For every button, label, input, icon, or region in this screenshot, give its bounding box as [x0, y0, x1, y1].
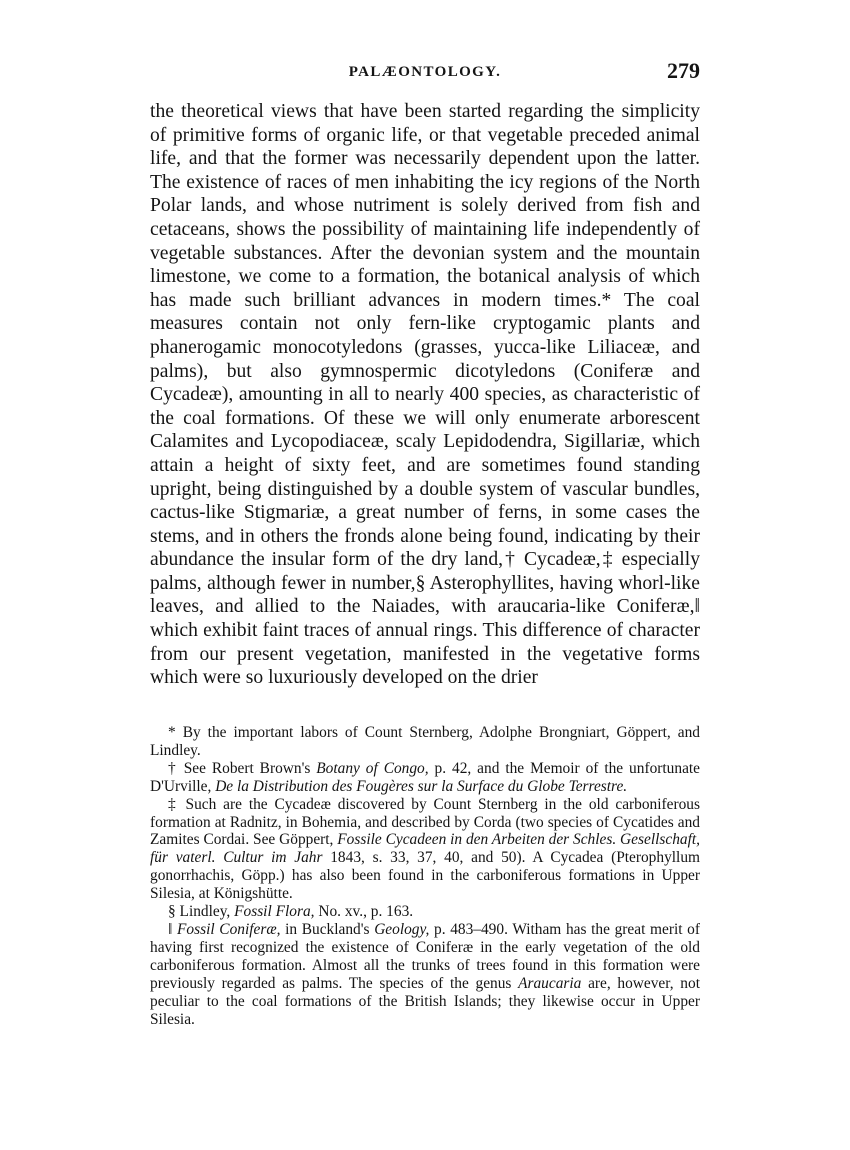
footnote-text: * By the important labors of Count Sternberg, Adolphe Brongniart, Göppert, and Lindley.: [150, 724, 700, 759]
footnote-italic-text: De la Distribution des Fougères sur la Surface du Globe Terrestre.: [215, 777, 628, 795]
footnote-text: § Lindley,: [168, 903, 235, 921]
footnote-italic-text: Araucaria: [518, 974, 582, 992]
footnote-text: p. 42, and the Memoir of the unfortunate D'Urville,: [150, 759, 701, 795]
running-head: PALÆONTOLOGY.: [348, 64, 502, 80]
footnote: [150, 903, 700, 921]
footnote-text: are, however, not peculiar to the coal formations of the British Islands; they likewise occur in Upper Silesia.: [150, 974, 700, 1028]
footnote-italic-text: Geology,: [374, 920, 430, 938]
footnotes: [150, 724, 700, 1028]
footnote: [150, 921, 700, 1028]
footnote-text: ‖: [168, 920, 177, 938]
page-number: 279: [667, 58, 700, 83]
footnote-text: in Buckland's: [280, 920, 375, 938]
footnote-italic-text: Botany of Congo,: [316, 759, 429, 777]
footnote-italic-text: Fossile Cycadeen in den Arbeiten der Schles. Gesellschaft, für vaterl. Cultur im Jahr: [150, 831, 700, 867]
footnote-italic-text: Fossil Flora,: [234, 903, 315, 921]
footnote-text: ‡ Such are the Cycadeæ discovered by Count Sternberg in the old carboniferous formation at Radnitz, in Bohemia, and described by Corda (two species of Cycatides and Zamites Cordai. See Göppert,: [150, 795, 700, 849]
footnote-text: 1843, s. 33, 37, 40, and 50). A Cycadea (Pterophyllum gonorrhachis, Göpp.) has also been found in the carboniferous formations in Upper Silesia, at Königshütte.: [150, 849, 700, 903]
footnote: [150, 724, 700, 760]
footnote-text: † See Robert Brown's: [168, 759, 317, 777]
footnote-text: p. 483–490. Witham has the great merit of having first recognized the existence of Coniferæ in the early vegetation of the old carboniferous formation. Almost all the trunks of trees found in this formation were previously regarded as palms. The species of the genus: [150, 920, 701, 992]
footnote-text: No. xv., p. 163.: [314, 903, 414, 921]
footnote: [150, 796, 700, 903]
body-paragraph: the theoretical views that have been started regarding the simplicity of primitive forms of organic life, or that vegetable preceded animal life, and that the former was necessarily dependent upon the latter. The existence of races of men inhabiting the icy regions of the North Polar lands, and whose nutriment is solely derived from fish and cetaceans, shows the possibility of maintaining life independently of vegetable substances. After the devonian system and the mountain limestone, we come to a formation, the botanical analysis of which has made such brilliant advances in modern times.* The coal measures contain not only fern-like cryptogamic plants and phanerogamic monocotyledons (grasses, yucca-like Liliaceæ, and palms), but also gymnospermic dicotyledons (Coniferæ and Cycadeæ), amounting in all to nearly 400 species, as characteristic of the coal formations. Of these we will only enumerate arborescent Calamites and Lycopodiaceæ, scaly Lepidodendra, Sigillariæ, which attain a height of sixty feet, and are sometimes found standing upright, being distinguished by a double system of vascular bundles, cactus-like Stigmariæ, a great number of ferns, in some cases the stems, and in others the fronds alone being found, indicating by their abundance the insular form of the dry land,† Cycadeæ,‡ especially palms, although fewer in number,§ Asterophyllites, having whorl-like leaves, and allied to the Naiades, with araucaria-like Coniferæ,‖ which exhibit faint traces of annual rings. This difference of character from our present vegetation, manifested in the vegetative forms which were so luxuriously developed on the drier: [150, 101, 700, 689]
page-header: [150, 58, 700, 92]
footnote-italic-text: Fossil Coniferæ,: [177, 920, 281, 938]
footnote: [150, 760, 700, 796]
